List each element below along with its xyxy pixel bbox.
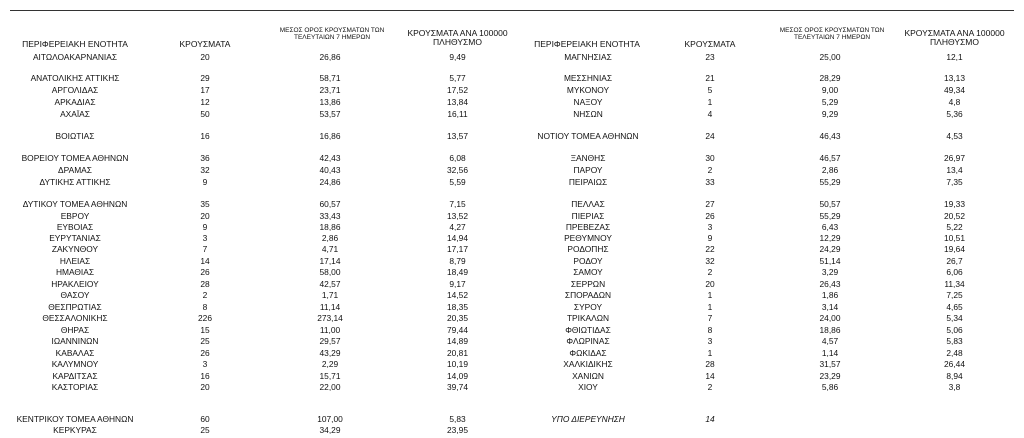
cell-avg: 4,57 (821, 336, 839, 346)
cell-region: ΚΕΝΤΡΙΚΟΥ ΤΟΜΕΑ ΑΘΗΝΩΝ (16, 414, 134, 424)
cell-per100k: 13,84 (447, 97, 468, 107)
table-row (0, 425, 1024, 436)
cell-avg: 25,00 (819, 52, 841, 62)
cell-avg: 31,57 (819, 359, 841, 369)
cell-region: ΡΟΔΟΥ (573, 256, 603, 266)
cell-per100k: 20,52 (944, 211, 965, 221)
cell-cases: 22 (705, 244, 715, 254)
cell-cases: 226 (198, 313, 212, 323)
cell-cases: 14 (705, 414, 715, 424)
cell-per100k: 5,77 (449, 73, 466, 83)
header-cases-right: ΚΡΟΥΣΜΑΤΑ (684, 39, 736, 49)
cell-avg: 42,57 (319, 279, 341, 289)
header-region-right: ΠΕΡΙΦΕΡΕΙΑΚΗ ΕΝΟΤΗΤΑ (534, 39, 640, 49)
cell-cases: 26 (200, 348, 210, 358)
cell-region: ΒΟΙΩΤΙΑΣ (55, 131, 95, 141)
cell-region: ΜΥΚΟΝΟΥ (566, 85, 610, 95)
table-row (0, 85, 1024, 96)
cell-per100k: 23,95 (447, 425, 468, 435)
cell-cases: 28 (705, 359, 715, 369)
cell-region: ΕΒΡΟΥ (60, 211, 90, 221)
cell-avg: 55,29 (819, 177, 841, 187)
cell-avg: 51,14 (819, 256, 841, 266)
cell-per100k: 5,83 (449, 414, 466, 424)
cell-avg: 17,14 (319, 256, 341, 266)
cell-cases: 4 (707, 109, 713, 119)
cell-region: ΑΧΑΪΑΣ (60, 109, 90, 119)
table-row (0, 199, 1024, 210)
table-row (0, 371, 1024, 382)
cell-cases: 25 (200, 425, 210, 435)
cell-avg: 50,57 (819, 199, 841, 209)
cell-cases: 60 (200, 414, 210, 424)
cell-cases: 9 (202, 222, 208, 232)
table-row (0, 153, 1024, 164)
cell-avg: 3,14 (821, 302, 839, 312)
cell-avg: 9,00 (821, 85, 839, 95)
cell-region: ΠΡΕΒΕΖΑΣ (565, 222, 611, 232)
cell-avg: 5,29 (821, 97, 839, 107)
table-row (0, 165, 1024, 176)
cell-per100k: 17,17 (447, 244, 468, 254)
cell-avg: 33,43 (319, 211, 341, 221)
header-avg-right: ΜΕΣΟΣ ΟΡΟΣ ΚΡΟΥΣΜΑΤΩΝ ΤΩΝ ΤΕΛΕΥΤΑΙΩΝ 7 ΗΜΕΡΩΝ (779, 27, 885, 42)
table-row (0, 302, 1024, 313)
cell-region: ΕΥΡΥΤΑΝΙΑΣ (49, 233, 101, 243)
cell-avg: 5,86 (821, 382, 839, 392)
cell-per100k: 7,25 (946, 290, 963, 300)
cell-cases: 12 (200, 97, 210, 107)
cell-region: ΘΗΡΑΣ (60, 325, 90, 335)
cell-avg: 28,29 (819, 73, 841, 83)
cell-avg: 46,57 (819, 153, 841, 163)
cell-region: ΚΑΡΔΙΤΣΑΣ (52, 371, 98, 381)
cell-cases: 20 (200, 52, 210, 62)
table-row (0, 325, 1024, 336)
cell-region: ΥΠΟ ΔΙΕΡΕΥΝΗΣΗ (551, 414, 625, 424)
top-rule (10, 10, 1014, 11)
cell-per100k: 20,35 (447, 313, 468, 323)
cell-region: ΦΘΙΩΤΙΔΑΣ (565, 325, 611, 335)
cell-avg: 6,43 (821, 222, 839, 232)
cell-avg: 1,86 (821, 290, 839, 300)
cell-per100k: 12,1 (946, 52, 963, 62)
cell-per100k: 26,44 (944, 359, 965, 369)
cell-region: ΔΥΤΙΚΗΣ ΑΤΤΙΚΗΣ (39, 177, 111, 187)
cell-cases: 20 (200, 211, 210, 221)
cell-region: ΚΕΡΚΥΡΑΣ (53, 425, 97, 435)
cell-avg: 1,14 (821, 348, 839, 358)
cell-cases: 23 (705, 52, 715, 62)
cell-region: ΝΟΤΙΟΥ ΤΟΜΕΑ ΑΘΗΝΩΝ (537, 131, 639, 141)
cell-cases: 16 (200, 131, 210, 141)
cell-per100k: 13,52 (447, 211, 468, 221)
cell-per100k: 39,74 (447, 382, 468, 392)
cell-avg: 60,57 (319, 199, 341, 209)
cell-region: ΑΙΤΩΛΟΑΚΑΡΝΑΝΙΑΣ (32, 52, 118, 62)
cell-per100k: 10,19 (447, 359, 468, 369)
cell-per100k: 14,52 (447, 290, 468, 300)
cell-per100k: 13,4 (946, 165, 963, 175)
table-row (0, 256, 1024, 267)
cell-cases: 1 (707, 348, 713, 358)
cell-avg: 273,14 (317, 313, 343, 323)
cell-avg: 24,00 (819, 313, 841, 323)
cell-cases: 3 (202, 359, 208, 369)
cell-region: ΣΑΜΟΥ (573, 267, 603, 277)
cell-avg: 58,00 (319, 267, 341, 277)
cell-cases: 8 (202, 302, 208, 312)
cell-region: ΘΕΣΣΑΛΟΝΙΚΗΣ (42, 313, 108, 323)
cell-cases: 36 (200, 153, 210, 163)
cell-cases: 1 (707, 97, 713, 107)
cell-cases: 17 (200, 85, 210, 95)
cell-per100k: 14,09 (447, 371, 468, 381)
cell-per100k: 4,65 (946, 302, 963, 312)
cell-avg: 29,57 (319, 336, 341, 346)
cell-cases: 2 (707, 165, 713, 175)
cell-cases: 25 (200, 336, 210, 346)
cell-region: ΑΡΚΑΔΙΑΣ (54, 97, 96, 107)
cell-avg: 55,29 (819, 211, 841, 221)
cell-avg: 46,43 (819, 131, 841, 141)
cell-avg: 107,00 (317, 414, 343, 424)
cell-region: ΚΑΣΤΟΡΙΑΣ (51, 382, 99, 392)
cell-cases: 7 (202, 244, 208, 254)
cell-cases: 29 (200, 73, 210, 83)
table-row (0, 348, 1024, 359)
cell-per100k: 8,79 (449, 256, 466, 266)
cell-per100k: 13,13 (944, 73, 965, 83)
cell-per100k: 17,52 (447, 85, 468, 95)
cell-cases: 3 (202, 233, 208, 243)
cell-per100k: 2,48 (946, 348, 963, 358)
cell-per100k: 6,06 (946, 267, 963, 277)
cell-region: ΞΑΝΘΗΣ (570, 153, 606, 163)
cell-region: ΙΩΑΝΝΙΝΩΝ (51, 336, 99, 346)
cell-per100k: 6,08 (449, 153, 466, 163)
header-avg-left: ΜΕΣΟΣ ΟΡΟΣ ΚΡΟΥΣΜΑΤΩΝ ΤΩΝ ΤΕΛΕΥΤΑΙΩΝ 7 ΗΜΕΡΩΝ (279, 27, 385, 42)
table-row (0, 279, 1024, 290)
table-row (0, 233, 1024, 244)
cell-per100k: 14,89 (447, 336, 468, 346)
cell-region: ΕΥΒΟΙΑΣ (56, 222, 94, 232)
cell-region: ΑΝΑΤΟΛΙΚΗΣ ΑΤΤΙΚΗΣ (30, 73, 120, 83)
cell-region: ΠΑΡΟΥ (573, 165, 603, 175)
cell-per100k: 4,8 (948, 97, 961, 107)
cell-avg: 12,29 (819, 233, 841, 243)
cell-region: ΠΕΙΡΑΙΩΣ (568, 177, 608, 187)
cell-region: ΡΟΔΟΠΗΣ (567, 244, 609, 254)
cell-per100k: 8,94 (946, 371, 963, 381)
cell-cases: 14 (705, 371, 715, 381)
table-row (0, 414, 1024, 425)
cell-cases: 3 (707, 336, 713, 346)
cell-cases: 14 (200, 256, 210, 266)
cell-cases: 26 (200, 267, 210, 277)
cell-region: ΘΑΣΟΥ (60, 290, 90, 300)
cell-avg: 23,71 (319, 85, 341, 95)
cell-avg: 4,71 (321, 244, 339, 254)
cell-per100k: 13,57 (447, 131, 468, 141)
table-row (0, 382, 1024, 393)
cell-per100k: 19,33 (944, 199, 965, 209)
table-row (0, 336, 1024, 347)
cell-cases: 2 (707, 382, 713, 392)
cell-per100k: 3,8 (948, 382, 961, 392)
cell-cases: 9 (707, 233, 713, 243)
cell-cases: 9 (202, 177, 208, 187)
cell-per100k: 9,49 (449, 52, 466, 62)
cell-per100k: 16,11 (447, 109, 468, 119)
cell-region: ΗΛΕΙΑΣ (59, 256, 91, 266)
cell-cases: 8 (707, 325, 713, 335)
cell-per100k: 7,35 (946, 177, 963, 187)
table-row (0, 211, 1024, 222)
cell-avg: 1,71 (321, 290, 339, 300)
cell-per100k: 26,7 (946, 256, 963, 266)
table-row (0, 131, 1024, 142)
cell-cases: 2 (707, 267, 713, 277)
cell-cases: 1 (707, 290, 713, 300)
cell-per100k: 26,97 (944, 153, 965, 163)
table-row (0, 267, 1024, 278)
cell-per100k: 32,56 (447, 165, 468, 175)
cell-region: ΑΡΓΟΛΙΔΑΣ (51, 85, 99, 95)
header-per100k-right: ΚΡΟΥΣΜΑΤΑ ΑΝΑ 100000 ΠΛΗΘΥΣΜΟ (904, 28, 1005, 48)
cell-region: ΜΑΓΝΗΣΙΑΣ (564, 52, 612, 62)
cell-per100k: 5,06 (946, 325, 963, 335)
cell-region: ΖΑΚΥΝΘΟΥ (51, 244, 99, 254)
header-per100k-left: ΚΡΟΥΣΜΑΤΑ ΑΝΑ 100000 ΠΛΗΘΥΣΜΟ (407, 28, 508, 48)
cell-avg: 40,43 (319, 165, 341, 175)
cell-region: ΧΙΟΥ (578, 382, 598, 392)
cell-cases: 35 (200, 199, 210, 209)
cell-region: ΝΑΞΟΥ (573, 97, 603, 107)
cell-per100k: 5,34 (946, 313, 963, 323)
cell-cases: 30 (705, 153, 715, 163)
cell-per100k: 4,53 (946, 131, 963, 141)
cell-cases: 26 (705, 211, 715, 221)
cell-avg: 18,86 (819, 325, 841, 335)
header-region-left: ΠΕΡΙΦΕΡΕΙΑΚΗ ΕΝΟΤΗΤΑ (22, 39, 128, 49)
cell-avg: 24,86 (319, 177, 341, 187)
cell-avg: 42,43 (319, 153, 341, 163)
cell-cases: 20 (705, 279, 715, 289)
cell-cases: 50 (200, 109, 210, 119)
cell-region: ΦΩΚΙΔΑΣ (569, 348, 607, 358)
cell-region: ΤΡΙΚΑΛΩΝ (566, 313, 610, 323)
cell-avg: 53,57 (319, 109, 341, 119)
cell-region: ΒΟΡΕΙΟΥ ΤΟΜΕΑ ΑΘΗΝΩΝ (21, 153, 129, 163)
table-row (0, 109, 1024, 120)
cell-region: ΡΕΘΥΜΝΟΥ (564, 233, 612, 243)
table-row (0, 97, 1024, 108)
cell-per100k: 20,81 (447, 348, 468, 358)
cell-cases: 28 (200, 279, 210, 289)
cell-cases: 24 (705, 131, 715, 141)
cell-avg: 58,71 (319, 73, 341, 83)
cell-cases: 16 (200, 371, 210, 381)
cell-region: ΧΑΝΙΩΝ (572, 371, 604, 381)
cell-region: ΚΑΛΥΜΝΟΥ (51, 359, 99, 369)
cell-per100k: 49,34 (944, 85, 965, 95)
cell-avg: 2,29 (321, 359, 339, 369)
table-row (0, 313, 1024, 324)
cell-cases: 32 (200, 165, 210, 175)
cell-region: ΣΥΡΟΥ (573, 302, 603, 312)
cell-avg: 34,29 (319, 425, 341, 435)
cell-region: ΔΥΤΙΚΟΥ ΤΟΜΕΑ ΑΘΗΝΩΝ (22, 199, 128, 209)
cell-cases: 32 (705, 256, 715, 266)
cell-per100k: 5,22 (946, 222, 963, 232)
cell-cases: 3 (707, 222, 713, 232)
cell-region: ΠΙΕΡΙΑΣ (571, 211, 605, 221)
table-row (0, 359, 1024, 370)
cell-region: ΝΗΣΩΝ (573, 109, 603, 119)
cell-region: ΚΑΒΑΛΑΣ (55, 348, 95, 358)
cell-per100k: 14,94 (447, 233, 468, 243)
cell-cases: 21 (705, 73, 715, 83)
cell-avg: 2,86 (321, 233, 339, 243)
cell-avg: 22,00 (319, 382, 341, 392)
cell-per100k: 11,34 (944, 279, 965, 289)
cell-per100k: 5,59 (449, 177, 466, 187)
cell-per100k: 7,15 (449, 199, 466, 209)
cell-per100k: 18,49 (447, 267, 468, 277)
cell-region: ΜΕΣΣΗΝΙΑΣ (563, 73, 613, 83)
table-row (0, 244, 1024, 255)
cell-avg: 18,86 (319, 222, 341, 232)
cell-per100k: 4,27 (449, 222, 466, 232)
cell-region: ΗΡΑΚΛΕΙΟΥ (51, 279, 99, 289)
cell-region: ΣΠΟΡΑΔΩΝ (564, 290, 612, 300)
cell-region: ΣΕΡΡΩΝ (570, 279, 606, 289)
table-row (0, 290, 1024, 301)
cell-region: ΘΕΣΠΡΩΤΙΑΣ (48, 302, 102, 312)
cell-cases: 2 (202, 290, 208, 300)
cell-avg: 11,00 (319, 325, 341, 335)
cell-per100k: 79,44 (447, 325, 468, 335)
cell-avg: 13,86 (319, 97, 341, 107)
table-row (0, 52, 1024, 63)
table-row (0, 177, 1024, 188)
cell-per100k: 18,35 (447, 302, 468, 312)
cell-avg: 26,43 (819, 279, 841, 289)
table-row (0, 73, 1024, 84)
cell-per100k: 9,17 (449, 279, 466, 289)
table-row (0, 222, 1024, 233)
cell-avg: 43,29 (319, 348, 341, 358)
cell-per100k: 5,36 (946, 109, 963, 119)
cell-per100k: 19,64 (944, 244, 965, 254)
cell-cases: 20 (200, 382, 210, 392)
cell-per100k: 5,83 (946, 336, 963, 346)
cell-region: ΦΛΩΡΙΝΑΣ (566, 336, 610, 346)
cell-avg: 15,71 (319, 371, 341, 381)
cell-cases: 1 (707, 302, 713, 312)
cell-cases: 27 (705, 199, 715, 209)
cell-avg: 9,29 (821, 109, 839, 119)
cell-cases: 7 (707, 313, 713, 323)
cell-cases: 5 (707, 85, 713, 95)
cell-avg: 26,86 (319, 52, 341, 62)
cell-avg: 16,86 (319, 131, 341, 141)
cell-region: ΗΜΑΘΙΑΣ (55, 267, 95, 277)
cell-avg: 23,29 (819, 371, 841, 381)
cell-cases: 15 (200, 325, 210, 335)
cell-cases: 33 (705, 177, 715, 187)
cell-region: ΠΕΛΛΑΣ (571, 199, 605, 209)
header-cases-left: ΚΡΟΥΣΜΑΤΑ (179, 39, 231, 49)
cell-region: ΔΡΑΜΑΣ (58, 165, 92, 175)
cell-region: ΧΑΛΚΙΔΙΚΗΣ (563, 359, 613, 369)
cell-avg: 11,14 (319, 302, 341, 312)
cell-avg: 3,29 (821, 267, 839, 277)
cell-avg: 2,86 (821, 165, 839, 175)
cell-avg: 24,29 (819, 244, 841, 254)
cell-per100k: 10,51 (944, 233, 965, 243)
